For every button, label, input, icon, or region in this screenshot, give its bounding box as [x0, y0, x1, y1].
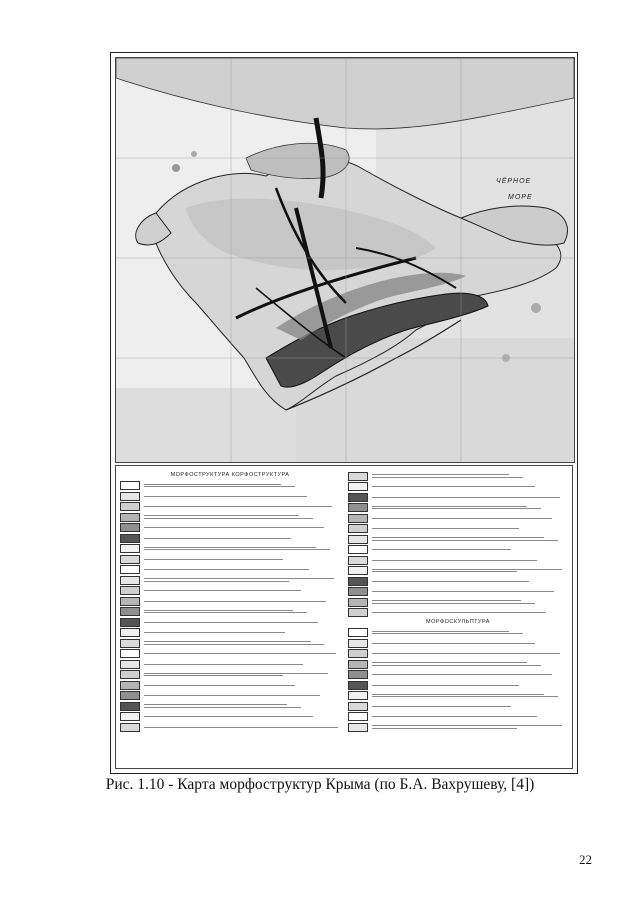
legend-swatch	[120, 607, 140, 616]
legend-description-lines	[144, 622, 340, 623]
legend-description-lines	[372, 653, 568, 654]
legend-description-lines	[372, 612, 568, 613]
legend-row	[348, 660, 568, 669]
legend-swatch	[120, 618, 140, 627]
legend-row	[120, 534, 340, 543]
legend-row	[120, 502, 340, 511]
legend-row	[120, 712, 340, 721]
legend-row	[348, 670, 568, 679]
legend-row	[348, 608, 568, 617]
crimea-morphostructure-map	[115, 57, 575, 463]
legend-description-lines	[144, 632, 340, 633]
legend-swatch	[120, 576, 140, 585]
legend-row	[120, 597, 340, 606]
legend-row	[348, 598, 568, 607]
legend-swatch	[120, 639, 140, 648]
legend-swatch	[348, 723, 368, 732]
legend-row	[348, 681, 568, 690]
legend-row	[348, 649, 568, 658]
page-number: 22	[579, 852, 592, 867]
legend-rows-right-2	[348, 628, 568, 732]
legend-row	[120, 492, 340, 501]
legend-description-lines	[144, 527, 340, 528]
legend-row	[120, 639, 340, 648]
legend-swatch	[348, 535, 368, 544]
legend-row	[120, 660, 340, 669]
legend-description-lines	[372, 716, 568, 717]
legend-description-lines	[372, 591, 568, 592]
legend-swatch	[120, 502, 140, 511]
legend-description-lines	[372, 528, 568, 529]
legend-swatch	[120, 649, 140, 658]
legend-description-lines	[144, 673, 340, 676]
legend-description-lines	[144, 506, 340, 507]
legend-row	[120, 576, 340, 585]
legend-description-lines	[144, 590, 340, 591]
legend-swatch	[120, 691, 140, 700]
legend-swatch	[348, 566, 368, 575]
legend-swatch	[120, 681, 140, 690]
legend-row	[348, 566, 568, 575]
legend-swatch	[348, 493, 368, 502]
legend-title-right: МОРФОСКУЛЬПТУРА	[426, 619, 490, 625]
legend-row	[120, 691, 340, 700]
legend-row	[348, 556, 568, 565]
legend-column-right	[348, 470, 568, 764]
legend-row	[120, 607, 340, 616]
legend-swatch	[348, 608, 368, 617]
legend-row	[348, 545, 568, 554]
legend-description-lines	[372, 506, 568, 509]
legend-swatch	[348, 482, 368, 491]
legend-swatch	[120, 712, 140, 721]
legend-description-lines	[372, 674, 568, 675]
legend-description-lines	[372, 631, 568, 634]
legend-swatch	[348, 514, 368, 523]
legend-description-lines	[372, 497, 568, 498]
legend-row	[120, 586, 340, 595]
legend-row	[120, 723, 340, 732]
shoal-3	[531, 303, 541, 313]
legend-swatch	[348, 472, 368, 481]
legend-swatch	[348, 577, 368, 586]
legend-description-lines	[144, 559, 340, 560]
legend-row	[348, 639, 568, 648]
legend-title-left: МОРФОСТРУКТУРА КОРФОСТРУКТУРА	[170, 472, 290, 478]
legend-row	[348, 514, 568, 523]
legend-row	[348, 712, 568, 721]
legend-row	[120, 523, 340, 532]
legend-row	[120, 481, 340, 490]
legend-row	[348, 628, 568, 637]
legend-row	[120, 649, 340, 658]
legend-row	[120, 555, 340, 564]
legend-row	[120, 513, 340, 522]
legend-row	[348, 587, 568, 596]
legend-description-lines	[144, 716, 340, 717]
legend-row	[348, 691, 568, 700]
legend-swatch	[348, 628, 368, 637]
legend-row	[348, 524, 568, 533]
legend-row	[120, 670, 340, 679]
legend-swatch	[120, 660, 140, 669]
legend-row	[348, 503, 568, 512]
sea-label-1: ЧЁРНОЕ	[496, 178, 532, 185]
legend-description-lines	[144, 610, 340, 613]
legend-description-lines	[144, 664, 340, 665]
legend-swatch	[348, 598, 368, 607]
legend-description-lines	[372, 560, 568, 561]
sea-shading-southwest	[116, 388, 296, 462]
legend-swatch	[120, 565, 140, 574]
legend-description-lines	[144, 496, 340, 497]
legend-description-lines	[372, 685, 568, 686]
legend-description-lines	[372, 518, 568, 519]
legend-swatch	[120, 513, 140, 522]
legend-row	[120, 702, 340, 711]
legend-swatch	[120, 628, 140, 637]
legend-description-lines	[144, 685, 340, 686]
legend-swatch	[348, 681, 368, 690]
legend-description-lines	[372, 537, 568, 540]
map-figure	[110, 52, 578, 774]
legend-row	[348, 723, 568, 732]
legend-swatch	[120, 597, 140, 606]
legend-swatch	[348, 702, 368, 711]
map-drawing	[116, 58, 574, 462]
legend-description-lines	[144, 484, 340, 487]
legend-swatch	[348, 660, 368, 669]
sea-label-2: МОРЕ	[508, 194, 533, 201]
legend-swatch	[120, 555, 140, 564]
legend-swatch	[348, 503, 368, 512]
legend-swatch	[120, 544, 140, 553]
legend-rows-right	[348, 472, 568, 618]
legend-column-left	[120, 470, 340, 764]
legend-row	[348, 535, 568, 544]
legend-row	[348, 472, 568, 481]
legend-row	[120, 544, 340, 553]
figure-caption: Рис. 1.10 - Карта морфоструктур Крыма (по Б.А. Вахрушеву, [4])	[105, 776, 535, 793]
legend-description-lines	[144, 695, 340, 696]
shoal-1	[172, 164, 180, 172]
legend-description-lines	[372, 581, 568, 582]
legend-description-lines	[144, 704, 340, 707]
legend-row	[120, 681, 340, 690]
legend-description-lines	[372, 694, 568, 697]
legend-description-lines	[144, 653, 340, 654]
legend-swatch	[348, 524, 368, 533]
legend-swatch	[120, 492, 140, 501]
legend-row	[120, 618, 340, 627]
legend-description-lines	[144, 601, 340, 602]
legend-row	[348, 702, 568, 711]
legend-description-lines	[144, 515, 340, 518]
legend-description-lines	[372, 643, 568, 644]
legend-description-lines	[372, 474, 568, 477]
legend-swatch	[348, 587, 368, 596]
legend-swatch	[120, 586, 140, 595]
legend-description-lines	[144, 578, 340, 581]
legend-description-lines	[144, 547, 340, 550]
legend-description-lines	[144, 569, 340, 570]
legend-description-lines	[372, 569, 568, 572]
legend-swatch	[120, 702, 140, 711]
legend-swatch	[348, 670, 368, 679]
legend-swatch	[348, 712, 368, 721]
legend-swatch	[348, 691, 368, 700]
legend-swatch	[120, 481, 140, 490]
legend-description-lines	[144, 538, 340, 539]
legend-row	[120, 565, 340, 574]
legend-rows-left	[120, 481, 340, 732]
map-legend	[115, 465, 573, 769]
legend-row	[348, 577, 568, 586]
legend-swatch	[120, 523, 140, 532]
legend-description-lines	[372, 600, 568, 603]
legend-row	[348, 493, 568, 502]
legend-swatch	[348, 649, 368, 658]
legend-swatch	[120, 723, 140, 732]
legend-description-lines	[372, 706, 568, 707]
legend-description-lines	[144, 641, 340, 644]
legend-description-lines	[372, 549, 568, 550]
legend-swatch	[120, 670, 140, 679]
legend-description-lines	[372, 725, 568, 728]
shoal-2	[191, 151, 197, 157]
legend-description-lines	[372, 486, 568, 487]
legend-swatch	[348, 639, 368, 648]
legend-description-lines	[144, 727, 340, 728]
legend-row	[348, 482, 568, 491]
legend-swatch	[120, 534, 140, 543]
legend-swatch	[348, 556, 368, 565]
legend-description-lines	[372, 662, 568, 665]
legend-swatch	[348, 545, 368, 554]
legend-row	[120, 628, 340, 637]
